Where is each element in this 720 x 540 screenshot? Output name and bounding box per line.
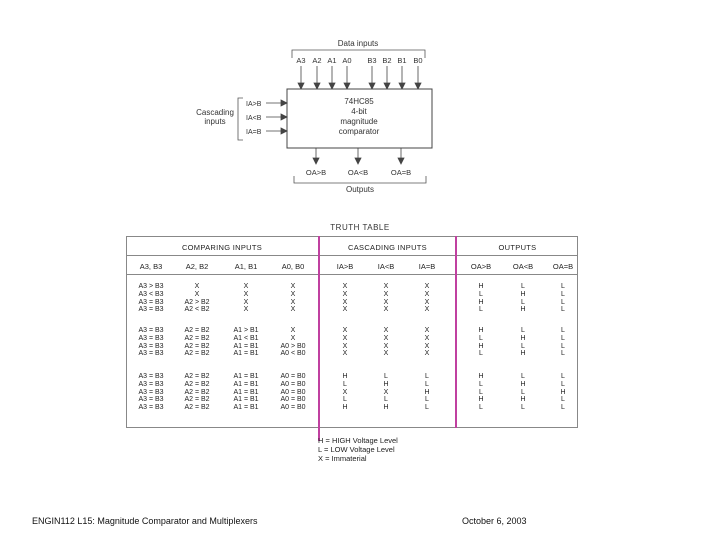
table-cell: A0 < B0 xyxy=(280,350,306,358)
table-cell: X xyxy=(243,298,249,306)
table-cell: A1 = B1 xyxy=(233,404,259,412)
table-cell: A2 = B2 xyxy=(184,388,210,396)
column-header: A2, B2 xyxy=(185,262,209,271)
table-cell: L xyxy=(561,298,565,306)
a-input-labels xyxy=(296,56,351,65)
column-header: A3, B3 xyxy=(139,262,163,271)
table-cell: A3 = B3 xyxy=(138,388,164,396)
table-cell: H xyxy=(520,290,526,298)
output-label-gt: OA>B xyxy=(305,168,327,177)
table-cell: L xyxy=(479,380,483,388)
input-label-a3: A3 xyxy=(296,56,306,65)
table-cell: L xyxy=(521,298,525,306)
table-cell: H xyxy=(520,396,526,404)
table-cell: A2 = B2 xyxy=(184,396,210,404)
cascading-input-labels xyxy=(246,101,262,136)
table-cell: A3 = B3 xyxy=(138,350,164,358)
table-cell: A0 = B0 xyxy=(280,380,306,388)
table-cell: X xyxy=(383,388,389,396)
table-cell: L xyxy=(425,380,429,388)
table-cell: H xyxy=(478,396,484,404)
table-cell: A3 = B3 xyxy=(138,404,164,412)
table-cell: A1 = B1 xyxy=(233,342,259,350)
table-cell: X xyxy=(424,327,430,334)
table-cell: A2 = B2 xyxy=(184,350,210,358)
table-cell: L xyxy=(343,380,347,388)
table-cell: A1 = B1 xyxy=(233,396,259,404)
table-cell: X xyxy=(424,342,430,350)
table-cell: A1 < B1 xyxy=(233,334,259,342)
input-label-a0: A0 xyxy=(342,56,352,65)
chip-line-2: 4-bit xyxy=(351,107,367,116)
table-cell: X xyxy=(290,298,296,306)
column-header: OA<B xyxy=(512,262,534,271)
table-cell: X xyxy=(290,283,296,290)
table-cell: H xyxy=(383,404,389,412)
table-cell: L xyxy=(561,334,565,342)
table-cell: H xyxy=(478,283,484,290)
column-header: A0, B0 xyxy=(281,262,305,271)
table-cell: A3 = B3 xyxy=(138,373,164,380)
table-cell: L xyxy=(479,404,483,412)
table-cell: H xyxy=(478,342,484,350)
table-cell: L xyxy=(561,283,565,290)
output-arrows xyxy=(313,148,404,164)
table-cell: A0 > B0 xyxy=(280,342,306,350)
input-label-b1: B1 xyxy=(397,56,407,65)
table-cell: A2 = B2 xyxy=(184,404,210,412)
table-cell: A3 = B3 xyxy=(138,380,164,388)
table-cell: X xyxy=(243,283,249,290)
separator-cascading-outputs xyxy=(455,236,457,428)
table-cell: X xyxy=(424,283,430,290)
table-cell: L xyxy=(561,380,565,388)
output-label-eq: OA=B xyxy=(390,168,412,177)
table-cell: X xyxy=(342,298,348,306)
table-cell: A3 = B3 xyxy=(138,327,164,334)
table-cell: H xyxy=(520,380,526,388)
column-header: A1, B1 xyxy=(234,262,258,271)
table-cell: X xyxy=(342,327,348,334)
table-cell: X xyxy=(383,334,389,342)
legend-low: L = LOW Voltage Level xyxy=(318,445,395,454)
cascade-label-gt: IA>B xyxy=(246,101,262,108)
group-header-divider xyxy=(126,255,578,256)
table-cell: H xyxy=(342,373,348,380)
cascading-input-arrows xyxy=(266,100,287,134)
table-cell: X xyxy=(342,342,348,350)
table-cell: H xyxy=(342,404,348,412)
table-cell: L xyxy=(521,283,525,290)
table-cell: L xyxy=(521,388,525,396)
table-cell: A3 = B3 xyxy=(138,334,164,342)
table-cell: L xyxy=(561,396,565,404)
table-cell: L xyxy=(384,396,388,404)
footer-course-title: ENGIN112 L15: Magnitude Comparator and Multiplexers xyxy=(32,516,258,526)
output-label-lt: OA<B xyxy=(347,168,369,177)
table-cell: X xyxy=(383,327,389,334)
table-cell: A2 = B2 xyxy=(184,373,210,380)
chip-label xyxy=(339,97,380,136)
table-cell: X xyxy=(342,334,348,342)
table-cell: L xyxy=(521,327,525,334)
table-cell: A2 = B2 xyxy=(184,342,210,350)
table-cell: A1 = B1 xyxy=(233,350,259,358)
column-header-divider xyxy=(126,274,578,275)
table-cell: X xyxy=(342,306,348,314)
table-cell: H xyxy=(478,327,484,334)
table-cell: X xyxy=(194,290,200,298)
table-cell: L xyxy=(479,290,483,298)
table-cell: A3 > B3 xyxy=(138,283,164,290)
table-cell: H xyxy=(424,388,430,396)
table-cell: L xyxy=(561,306,565,314)
table-cell: X xyxy=(383,350,389,358)
table-cell: A3 = B3 xyxy=(138,342,164,350)
table-cell: A2 < B2 xyxy=(184,306,210,314)
table-cell: A2 > B2 xyxy=(184,298,210,306)
legend-high: H = HIGH Voltage Level xyxy=(318,436,398,445)
table-cell: H xyxy=(478,298,484,306)
column-header: OA=B xyxy=(552,262,574,271)
table-cell: H xyxy=(520,334,526,342)
table-cell: X xyxy=(383,342,389,350)
table-cell: A0 = B0 xyxy=(280,404,306,412)
table-cell: A3 = B3 xyxy=(138,306,164,314)
chip-part-number: 74HC85 xyxy=(344,97,374,106)
table-cell: L xyxy=(479,334,483,342)
table-cell: L xyxy=(425,396,429,404)
table-cell: X xyxy=(424,350,430,358)
table-cell: L xyxy=(425,404,429,412)
table-cell: A3 = B3 xyxy=(138,298,164,306)
table-cell: L xyxy=(521,404,525,412)
table-cell: A0 = B0 xyxy=(280,373,306,380)
legend-immaterial: X = Immaterial xyxy=(318,454,367,463)
cascade-label-lt: IA<B xyxy=(246,115,262,122)
table-cell: X xyxy=(383,290,389,298)
chip-line-3: magnitude xyxy=(340,117,378,126)
table-cell: X xyxy=(383,306,389,314)
table-cell: X xyxy=(290,334,296,342)
table-cell: X xyxy=(342,290,348,298)
column-header: IA>B xyxy=(336,262,354,271)
table-cell: L xyxy=(521,342,525,350)
table-cell: A2 = B2 xyxy=(184,327,210,334)
chip-line-4: comparator xyxy=(338,127,380,136)
table-cell: X xyxy=(383,283,389,290)
group-header-comparing: COMPARING INPUTS xyxy=(181,243,263,252)
table-cell: X xyxy=(243,306,249,314)
group-header-cascading: CASCADING INPUTS xyxy=(348,243,427,252)
table-cell: A1 = B1 xyxy=(233,380,259,388)
table-cell: X xyxy=(290,327,296,334)
input-label-b0: B0 xyxy=(413,56,423,65)
output-labels xyxy=(306,168,411,177)
table-cell: X xyxy=(342,283,348,290)
table-cell: H xyxy=(383,380,389,388)
table-cell: L xyxy=(479,350,483,358)
group-header-outputs: OUTPUTS xyxy=(498,243,537,252)
table-cell: L xyxy=(561,327,565,334)
table-cell: X xyxy=(290,306,296,314)
table-cell: L xyxy=(561,290,565,298)
table-cell: X xyxy=(243,290,249,298)
table-cell: X xyxy=(424,334,430,342)
table-cell: A0 = B0 xyxy=(280,396,306,404)
comparator-block-diagram xyxy=(0,0,720,220)
cascading-inputs-bracket xyxy=(238,98,243,140)
cascading-inputs-label-1: Cascading xyxy=(196,108,234,117)
cascade-label-eq: IA=B xyxy=(246,129,262,136)
table-cell: L xyxy=(343,396,347,404)
table-cell: X xyxy=(290,290,296,298)
table-cell: A3 < B3 xyxy=(138,290,164,298)
table-cell: X xyxy=(194,283,200,290)
column-header: OA>B xyxy=(470,262,492,271)
table-cell: L xyxy=(561,342,565,350)
outputs-bracket xyxy=(294,176,426,183)
column-header: IA=B xyxy=(418,262,436,271)
cascading-inputs-label-2: inputs xyxy=(204,117,226,126)
b-input-labels xyxy=(367,56,422,65)
table-cell: H xyxy=(520,306,526,314)
table-cell: A3 = B3 xyxy=(138,396,164,404)
table-cell: L xyxy=(561,404,565,412)
data-input-arrows xyxy=(298,66,421,89)
footer-date: October 6, 2003 xyxy=(462,516,527,526)
table-cell: H xyxy=(560,388,566,396)
table-cell: L xyxy=(425,373,429,380)
table-cell: X xyxy=(424,290,430,298)
table-cell: A2 = B2 xyxy=(184,380,210,388)
input-label-a1: A1 xyxy=(327,56,337,65)
table-cell: A1 = B1 xyxy=(233,373,259,380)
table-cell: X xyxy=(342,388,348,396)
table-cell: A1 > B1 xyxy=(233,327,259,334)
table-cell: L xyxy=(561,373,565,380)
table-cell: A2 = B2 xyxy=(184,334,210,342)
table-cell: L xyxy=(521,373,525,380)
table-cell: X xyxy=(383,298,389,306)
truth-table-title: TRUTH TABLE xyxy=(330,223,390,232)
separator-comparing-cascading xyxy=(318,236,320,441)
data-inputs-label: Data inputs xyxy=(337,39,379,48)
table-cell: H xyxy=(478,373,484,380)
column-header: IA<B xyxy=(377,262,395,271)
table-cell: X xyxy=(424,306,430,314)
outputs-label: Outputs xyxy=(345,185,375,194)
input-label-a2: A2 xyxy=(312,56,322,65)
table-cell: X xyxy=(424,298,430,306)
table-cell: A0 = B0 xyxy=(280,388,306,396)
input-label-b3: B3 xyxy=(367,56,377,65)
input-label-b2: B2 xyxy=(382,56,392,65)
table-cell: L xyxy=(479,388,483,396)
table-cell: A1 = B1 xyxy=(233,388,259,396)
table-cell: L xyxy=(479,306,483,314)
table-cell: L xyxy=(561,350,565,358)
table-cell: H xyxy=(520,350,526,358)
table-cell: L xyxy=(384,373,388,380)
table-cell: X xyxy=(342,350,348,358)
